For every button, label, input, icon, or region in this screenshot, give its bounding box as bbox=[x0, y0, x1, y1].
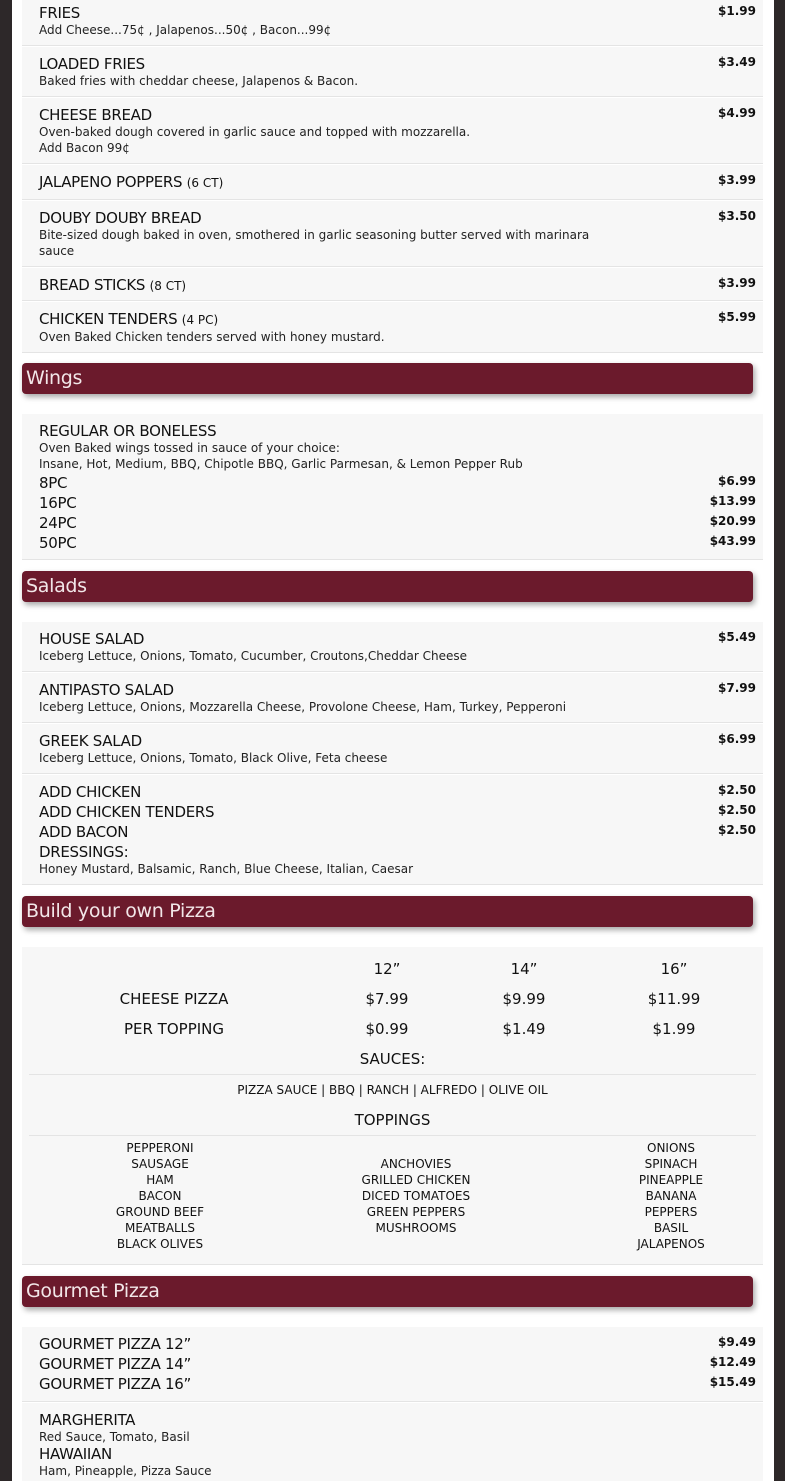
item-description: Iceberg Lettuce, Onions, Mozzarella Cheese, Provolone Cheese, Ham, Turkey, Pepperoni bbox=[39, 700, 567, 714]
item-description: Iceberg Lettuce, Onions, Tomato, Black Olive, Feta cheese bbox=[39, 751, 388, 765]
pizza-price-table bbox=[22, 947, 763, 1265]
size-name: 50PC bbox=[39, 534, 77, 552]
item-price: $4.99 bbox=[718, 106, 756, 120]
item-price: $3.49 bbox=[718, 55, 756, 69]
item-name: DOUBY DOUBY BREAD bbox=[39, 209, 202, 227]
row-price: $11.99 bbox=[647, 990, 701, 1008]
size-name: 24PC bbox=[39, 514, 77, 532]
size-row bbox=[39, 1335, 756, 1355]
size-row bbox=[39, 494, 756, 514]
section-header-gourmet-pizza: Gourmet Pizza bbox=[22, 1276, 753, 1307]
size-price: $43.99 bbox=[709, 534, 756, 548]
size-price: $20.99 bbox=[709, 514, 756, 528]
item-description: Oven-baked dough covered in garlic sauce and topped with mozzarella. bbox=[39, 125, 471, 139]
sauces-list: PIZZA SAUCE | BBQ | RANCH | ALFREDO | OLIVE OIL bbox=[237, 1083, 548, 1097]
size-header: 16” bbox=[660, 960, 688, 978]
item-name: HAWAIIAN bbox=[39, 1445, 112, 1463]
item-description: Baked fries with cheddar cheese, Jalapenos & Bacon. bbox=[39, 74, 359, 88]
item-price: $3.99 bbox=[718, 276, 756, 290]
addon-row bbox=[39, 783, 756, 803]
size-price: $15.49 bbox=[709, 1375, 756, 1389]
size-header: 12” bbox=[373, 960, 401, 978]
item-price: $3.99 bbox=[718, 173, 756, 187]
item-description: Insane, Hot, Medium, BBQ, Chipotle BBQ, Garlic Parmesan, & Lemon Pepper Rub bbox=[39, 457, 523, 471]
item-price: $1.99 bbox=[718, 4, 756, 18]
row-price: $1.49 bbox=[502, 1020, 546, 1038]
item-name: GREEK SALAD bbox=[39, 732, 142, 750]
menu-item bbox=[22, 622, 763, 672]
salad-addons bbox=[22, 775, 763, 885]
divider bbox=[29, 1135, 756, 1136]
menu-item bbox=[22, 201, 763, 267]
size-row bbox=[39, 1375, 756, 1395]
dressings-label: DRESSINGS: bbox=[39, 843, 129, 861]
size-row bbox=[39, 514, 756, 534]
addon-price: $2.50 bbox=[718, 783, 756, 797]
divider bbox=[29, 1074, 756, 1075]
menu-item bbox=[22, 673, 763, 723]
item-description: sauce bbox=[39, 244, 75, 258]
item-price: $6.99 bbox=[718, 732, 756, 746]
size-name: GOURMET PIZZA 14” bbox=[39, 1355, 191, 1373]
size-row bbox=[39, 1355, 756, 1375]
addon-name: ADD CHICKEN bbox=[39, 783, 142, 801]
item-price: $7.99 bbox=[718, 681, 756, 695]
item-name: ANTIPASTO SALAD bbox=[39, 681, 174, 699]
size-name: GOURMET PIZZA 12” bbox=[39, 1335, 191, 1353]
menu-item bbox=[22, 47, 763, 97]
addon-row bbox=[39, 803, 756, 823]
item-name: LOADED FRIES bbox=[39, 55, 145, 73]
size-price: $6.99 bbox=[718, 474, 756, 488]
toppings-column-right: ONIONS SPINACH PINEAPPLE BANANA PEPPERS BASIL JALAPENOS bbox=[637, 1141, 705, 1251]
item-name: FRIES bbox=[39, 4, 80, 22]
item-description: Add Bacon 99¢ bbox=[39, 141, 130, 155]
item-name: HOUSE SALAD bbox=[39, 630, 145, 648]
item-name: MARGHERITA bbox=[39, 1411, 136, 1429]
addon-name: ADD CHICKEN TENDERS bbox=[39, 803, 215, 821]
addon-price: $2.50 bbox=[718, 823, 756, 837]
gourmet-items bbox=[22, 1403, 763, 1481]
item-description: Bite-sized dough baked in oven, smothered in garlic seasoning butter served with marinara bbox=[39, 228, 590, 242]
addon-name: ADD BACON bbox=[39, 823, 129, 841]
size-price: $12.49 bbox=[709, 1355, 756, 1369]
size-name: 16PC bbox=[39, 494, 77, 512]
size-name: GOURMET PIZZA 16” bbox=[39, 1375, 191, 1393]
toppings-label: TOPPINGS bbox=[354, 1111, 431, 1129]
item-description: Oven Baked Chicken tenders served with honey mustard. bbox=[39, 330, 385, 344]
row-price: $9.99 bbox=[502, 990, 546, 1008]
sauces-label: SAUCES: bbox=[359, 1050, 426, 1068]
row-label: CHEESE PIZZA bbox=[119, 990, 229, 1008]
item-count: (4 PC) bbox=[181, 313, 219, 327]
row-price: $1.99 bbox=[652, 1020, 696, 1038]
size-price: $9.49 bbox=[718, 1335, 756, 1349]
menu-item bbox=[22, 98, 763, 164]
menu-item bbox=[22, 0, 763, 46]
size-price: $13.99 bbox=[709, 494, 756, 508]
item-price: $3.50 bbox=[718, 209, 756, 223]
item-price: $5.99 bbox=[718, 310, 756, 324]
wings-block bbox=[22, 414, 763, 560]
item-description: Oven Baked wings tossed in sauce of your choice: bbox=[39, 441, 340, 455]
item-name: CHEESE BREAD bbox=[39, 106, 152, 124]
item-description: Red Sauce, Tomato, Basil bbox=[39, 1430, 190, 1444]
toppings-column-left: PEPPERONI SAUSAGE HAM BACON GROUND BEEF MEATBALLS BLACK OLIVES bbox=[115, 1141, 205, 1251]
section-header-wings: Wings bbox=[22, 363, 753, 394]
gourmet-sizes bbox=[22, 1327, 763, 1402]
section-header-salads: Salads bbox=[22, 571, 753, 602]
addon-row bbox=[39, 823, 756, 843]
row-price: $7.99 bbox=[365, 990, 409, 1008]
dressings-list: Honey Mustard, Balsamic, Ranch, Blue Cheese, Italian, Caesar bbox=[39, 862, 414, 876]
size-row bbox=[39, 534, 756, 554]
row-price: $0.99 bbox=[365, 1020, 409, 1038]
item-description: Iceberg Lettuce, Onions, Tomato, Cucumber, Croutons,Cheddar Cheese bbox=[39, 649, 467, 663]
item-count: (6 CT) bbox=[186, 176, 224, 190]
menu-item bbox=[22, 268, 763, 301]
item-count: (8 CT) bbox=[149, 279, 187, 293]
menu-item bbox=[22, 724, 763, 774]
item-name: BREAD STICKS (8 CT) bbox=[39, 276, 187, 294]
item-description: Ham, Pineapple, Pizza Sauce bbox=[39, 1464, 212, 1478]
menu-item bbox=[22, 302, 763, 353]
item-name: REGULAR OR BONELESS bbox=[39, 422, 217, 440]
toppings-column-middle: ANCHOVIES GRILLED CHICKEN DICED TOMATOES GREEN PEPPERS MUSHROOMS bbox=[361, 1157, 471, 1235]
size-header: 14” bbox=[510, 960, 538, 978]
size-row bbox=[39, 474, 756, 494]
addon-price: $2.50 bbox=[718, 803, 756, 817]
menu-page bbox=[12, 0, 774, 1481]
menu-item bbox=[22, 165, 763, 200]
section-header-build-pizza: Build your own Pizza bbox=[22, 896, 753, 927]
item-price: $5.49 bbox=[718, 630, 756, 644]
item-description: Add Cheese...75¢ , Jalapenos...50¢ , Bacon...99¢ bbox=[39, 23, 332, 37]
row-label: PER TOPPING bbox=[123, 1020, 225, 1038]
item-name: CHICKEN TENDERS (4 PC) bbox=[39, 310, 219, 328]
item-name: JALAPENO POPPERS (6 CT) bbox=[39, 173, 224, 191]
size-name: 8PC bbox=[39, 474, 68, 492]
